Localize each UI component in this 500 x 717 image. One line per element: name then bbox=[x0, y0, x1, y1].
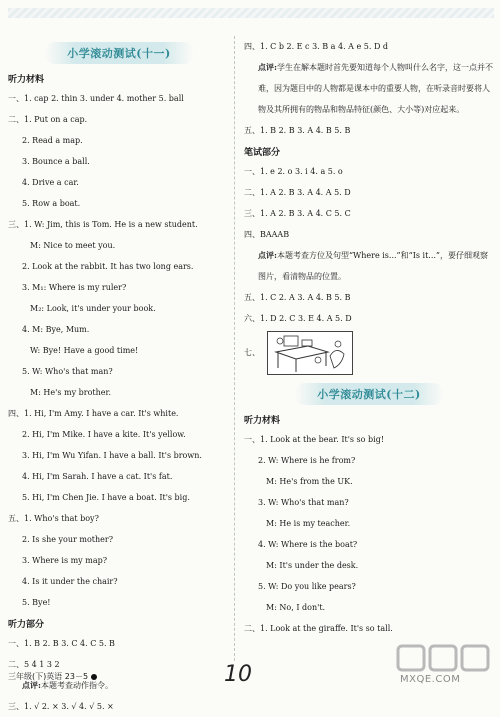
answer-line: M: He's my brother. bbox=[30, 388, 111, 397]
answer-line: 3. Hi, I'm Wu Yifan. I have a ball. It's brown. bbox=[22, 451, 202, 460]
answer-line: M: He's from the UK. bbox=[266, 477, 353, 486]
answer-line: 5. W: Do you like pears? bbox=[258, 582, 356, 591]
answer-line-figure bbox=[244, 329, 494, 377]
answer-line: 三、1. A 2. B 3. A 4. C 5. C bbox=[244, 209, 351, 218]
heading-listening-material: 听力材料 bbox=[8, 75, 45, 85]
answer-line: 四、1. Hi, I'm Amy. I have a car. It's white. bbox=[8, 409, 179, 418]
answer-line: 2. W: Where is he from? bbox=[258, 456, 356, 465]
comment-block bbox=[244, 57, 494, 120]
answer-line: 一、1. e 2. o 3. i 4. a 5. o bbox=[244, 167, 343, 176]
answer-line: 2. Is she your mother? bbox=[22, 535, 113, 544]
answer-line: M₂: Look, it's under your book. bbox=[30, 304, 156, 313]
answer-line: 5. Bye! bbox=[22, 598, 51, 607]
answer-line: 四、BAAAB bbox=[244, 230, 290, 239]
answer-line: 五、1. Who's that boy? bbox=[8, 514, 99, 523]
column-divider bbox=[234, 36, 235, 661]
heading-written-part: 笔试部分 bbox=[244, 148, 281, 158]
comment-text: 本题考查方位及句型“Where is...”和“Is it...”，要仔细观察图片，看清物品的位置。 bbox=[258, 251, 489, 281]
answer-line: 5. Hi, I'm Chen Jie. I have a boat. It's big. bbox=[22, 493, 190, 502]
answer-line: 二、1. A 2. B 3. A 4. A 5. D bbox=[244, 188, 351, 197]
answer-line: 二、1. Put on a cap. bbox=[8, 115, 88, 124]
footer-dot-icon bbox=[91, 674, 97, 680]
left-column bbox=[8, 40, 230, 717]
answer-line: 二、5 4 1 3 2 bbox=[8, 660, 60, 669]
comment-block bbox=[244, 245, 494, 287]
answer-line: M: No, I don't. bbox=[266, 603, 326, 612]
answer-line: 3. W: Who's that man? bbox=[258, 498, 349, 507]
answer-line: 5. W: Who's that man? bbox=[22, 367, 113, 376]
footer-label bbox=[8, 671, 97, 682]
answer-line: 一、1. B 2. B 3. C 4. C 5. B bbox=[8, 639, 115, 648]
section-title-11: 小学滚动测试(十一) bbox=[8, 42, 230, 64]
answer-line: 二、1. Look at the giraffe. It's so tall. bbox=[244, 624, 393, 633]
answer-line: 2. Look at the rabbit. It has two long ears. bbox=[22, 262, 194, 271]
watermark-text: MXQE.COM bbox=[400, 674, 461, 685]
answer-line: 四、1. C b 2. E c 3. B a 4. A e 5. D d bbox=[244, 42, 389, 51]
section-title-12: 小学滚动测试(十二) bbox=[244, 383, 494, 405]
answer-line: 3. Bounce a ball. bbox=[22, 157, 90, 166]
comment-label: 点评: bbox=[22, 680, 41, 690]
footer-text: 三年级(下)英语 23－5 bbox=[8, 672, 89, 681]
answer-line: 4. Drive a car. bbox=[22, 178, 79, 187]
comment-text: 学生在解本题时首先要知道每个人物叫什么名字，这一点并不难，因为题目中的人物都是课本中的重要人物，在听录音时要将人物及其所拥有的物品和物品特征(颜色、大小等)对应起来。 bbox=[258, 63, 493, 114]
answer-line: 4. W: Where is the boat? bbox=[258, 540, 358, 549]
top-decor-band bbox=[8, 8, 494, 18]
answer-line: M: He is my teacher. bbox=[266, 519, 351, 528]
answer-line: 3. M₁: Where is my ruler? bbox=[22, 283, 127, 292]
answer-line: M: It's under the desk. bbox=[266, 561, 359, 570]
answer-line: 三、1. √ 2. × 3. √ 4. √ 5. × bbox=[8, 702, 114, 711]
heading-listening-part: 听力部分 bbox=[8, 620, 45, 630]
comment-text: 本题考查动作指令。 bbox=[40, 681, 113, 690]
answer-line: 五、1. B 2. B 3. A 4. B 5. B bbox=[244, 126, 351, 135]
answer-line: 三、1. W: Jim, this is Tom. He is a new student. bbox=[8, 220, 198, 229]
answer-line: 5. Row a boat. bbox=[22, 199, 81, 208]
right-column bbox=[244, 36, 494, 639]
desk-picture-figure bbox=[267, 331, 353, 375]
answer-line: 3. Where is my map? bbox=[22, 556, 108, 565]
answer-line: 2. Hi, I'm Mike. I have a kite. It's yellow. bbox=[22, 430, 186, 439]
answer-line: 4. M: Bye, Mum. bbox=[22, 325, 90, 334]
answer-line: 一、1. cap 2. thin 3. under 4. mother 5. ball bbox=[8, 94, 184, 103]
comment-label: 点评: bbox=[258, 250, 277, 260]
answer-line: 2. Read a map. bbox=[22, 136, 83, 145]
answer-line: 五、1. C 2. A 3. A 4. B 5. B bbox=[244, 293, 351, 302]
heading-listening-material-2: 听力材料 bbox=[244, 416, 281, 426]
page-number: 10 bbox=[224, 662, 252, 687]
answer-line: M: Nice to meet you. bbox=[30, 241, 116, 250]
answer-line: 一、1. Look at the bear. It's so big! bbox=[244, 435, 385, 444]
answer-label: 七、 bbox=[244, 348, 260, 357]
comment-label: 点评: bbox=[258, 62, 277, 72]
answer-line: 4. Is it under the chair? bbox=[22, 577, 118, 586]
answer-line: W: Bye! Have a good time! bbox=[30, 346, 139, 355]
answer-line: 4. Hi, I'm Sarah. I have a cat. It's fat. bbox=[22, 472, 173, 481]
answer-line: 六、1. D 2. C 3. E 4. A 5. D bbox=[244, 314, 352, 323]
desk-drawing-icon bbox=[268, 332, 352, 374]
